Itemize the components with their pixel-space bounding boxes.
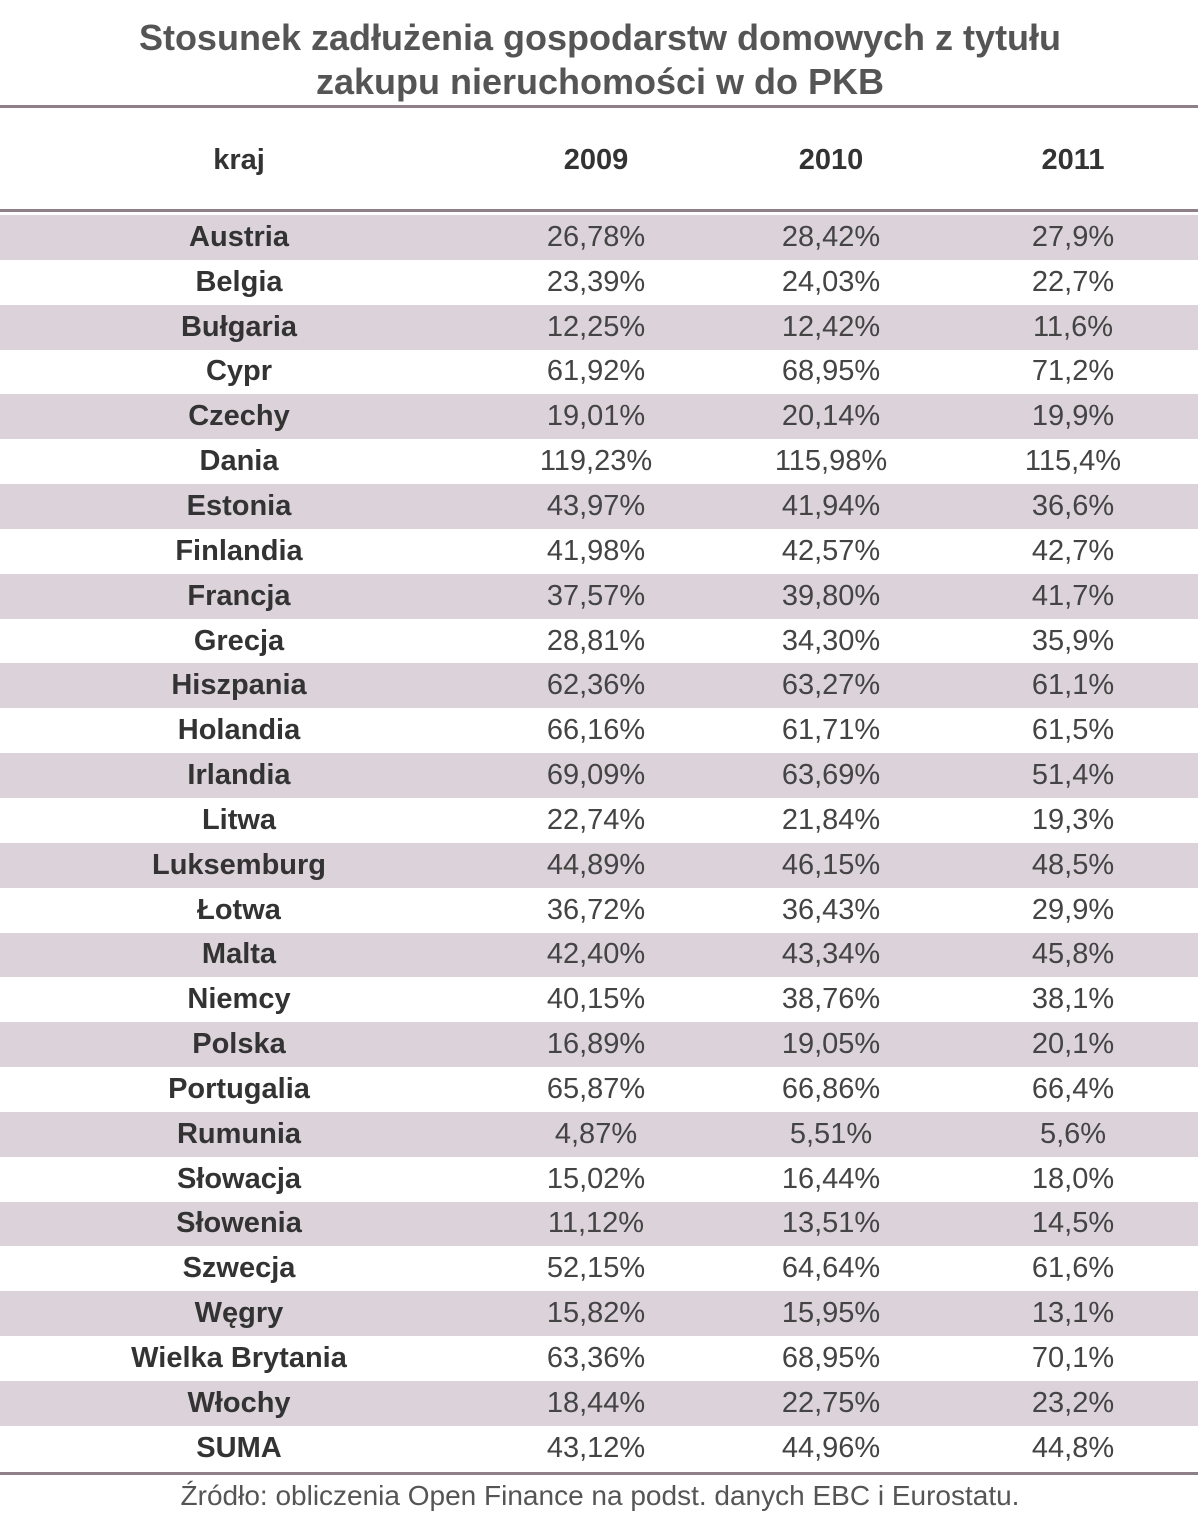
country-cell: Czechy (188, 400, 290, 433)
value-2010-cell: 44,96% (781, 1431, 881, 1464)
value-2010-cell: 28,42% (781, 220, 881, 253)
table-row (0, 708, 1198, 753)
table-header-row (0, 112, 1198, 208)
value-2009-cell: 43,97% (546, 489, 646, 522)
country-cell: Finlandia (175, 534, 303, 567)
value-2010-cell: 19,05% (781, 1028, 881, 1061)
value-2009-cell: 119,23% (539, 445, 653, 478)
table-title-line-1: Stosunek zadłużenia gospodarstw domowych z tytułu (138, 17, 1062, 58)
value-2010-cell: 24,03% (781, 265, 881, 298)
value-2011-cell: 35,9% (1031, 624, 1115, 657)
value-2009-cell: 52,15% (546, 1252, 646, 1285)
country-cell: Austria (189, 220, 289, 253)
value-2011-cell: 51,4% (1031, 759, 1115, 792)
value-2010-cell: 12,42% (781, 310, 881, 343)
value-2009-cell: 63,36% (546, 1342, 646, 1375)
country-cell: Grecja (193, 624, 285, 657)
table-row (0, 1067, 1198, 1112)
value-2010-cell: 43,34% (781, 938, 881, 971)
value-2009-cell: 62,36% (546, 669, 646, 702)
value-2011-cell: 44,8% (1031, 1431, 1115, 1464)
table-row (0, 888, 1198, 933)
table-row (0, 350, 1198, 395)
value-2011-cell: 61,6% (1031, 1252, 1115, 1285)
table-row (0, 394, 1198, 439)
value-2011-cell: 36,6% (1031, 489, 1115, 522)
value-2011-cell: 115,4% (1024, 445, 1122, 478)
country-cell: Irlandia (187, 759, 291, 792)
header-top-rule (0, 105, 1198, 108)
value-2010-cell: 61,71% (781, 714, 881, 747)
table-row (0, 843, 1198, 888)
value-2011-cell: 14,5% (1031, 1207, 1115, 1240)
value-2009-cell: 26,78% (546, 220, 646, 253)
country-cell: SUMA (196, 1431, 282, 1464)
value-2009-cell: 42,40% (546, 938, 646, 971)
value-2010-cell: 64,64% (781, 1252, 881, 1285)
value-2011-cell: 61,1% (1031, 669, 1115, 702)
value-2009-cell: 66,16% (546, 714, 646, 747)
table-row (0, 260, 1198, 305)
table-row (0, 215, 1198, 260)
country-cell: Litwa (201, 803, 277, 836)
value-2011-cell: 71,2% (1031, 355, 1115, 388)
value-2011-cell: 20,1% (1031, 1028, 1115, 1061)
value-2009-cell: 22,74% (546, 803, 646, 836)
table-row (0, 1336, 1198, 1381)
value-2011-cell: 45,8% (1031, 938, 1115, 971)
table-row (0, 529, 1198, 574)
value-2009-cell: 65,87% (546, 1072, 646, 1105)
country-cell: Francja (187, 579, 291, 612)
value-2010-cell: 38,76% (781, 983, 881, 1016)
value-2011-cell: 42,7% (1031, 534, 1115, 567)
value-2009-cell: 43,12% (546, 1431, 646, 1464)
value-2010-cell: 63,69% (781, 759, 881, 792)
value-2009-cell: 16,89% (546, 1028, 646, 1061)
table-row (0, 977, 1198, 1022)
value-2010-cell: 13,51% (781, 1207, 881, 1240)
value-2011-cell: 41,7% (1031, 579, 1115, 612)
value-2010-cell: 39,80% (781, 579, 881, 612)
table-row (0, 484, 1198, 529)
value-2011-cell: 11,6% (1032, 310, 1114, 343)
table-body (0, 215, 1198, 1471)
column-header-2010: 2010 (798, 143, 864, 176)
country-cell: Słowacja (176, 1162, 302, 1195)
table-row (0, 574, 1198, 619)
value-2011-cell: 18,0% (1031, 1162, 1115, 1195)
table-title (0, 16, 1200, 104)
value-2010-cell: 63,27% (781, 669, 881, 702)
column-header-country: kraj (213, 143, 265, 176)
source-note: Źródło: obliczenia Open Finance na podst. danych EBC i Eurostatu. (180, 1480, 1020, 1511)
value-2010-cell: 42,57% (781, 534, 881, 567)
country-cell: Hiszpania (171, 669, 307, 702)
table-row (0, 1291, 1198, 1336)
value-2010-cell: 5,51% (789, 1117, 873, 1150)
table-row (0, 1426, 1198, 1471)
value-2009-cell: 37,57% (546, 579, 646, 612)
table-row (0, 1202, 1198, 1247)
value-2009-cell: 23,39% (546, 265, 646, 298)
value-2010-cell: 34,30% (781, 624, 881, 657)
country-cell: Szwecja (182, 1252, 296, 1285)
country-cell: Estonia (186, 489, 292, 522)
country-cell: Niemcy (187, 983, 291, 1016)
value-2010-cell: 68,95% (781, 1342, 881, 1375)
country-cell: Łotwa (197, 893, 281, 926)
table-row (0, 1112, 1198, 1157)
header-bottom-rule (0, 209, 1198, 212)
country-cell: Cypr (205, 355, 273, 388)
country-cell: Holandia (177, 714, 301, 747)
country-cell: Włochy (187, 1386, 291, 1419)
table-row (0, 1022, 1198, 1067)
value-2010-cell: 36,43% (781, 893, 881, 926)
value-2009-cell: 61,92% (546, 355, 646, 388)
value-2010-cell: 15,95% (781, 1297, 881, 1330)
value-2011-cell: 27,9% (1031, 220, 1115, 253)
country-cell: Wielka Brytania (131, 1342, 347, 1375)
value-2011-cell: 29,9% (1031, 893, 1115, 926)
value-2009-cell: 4,87% (554, 1117, 638, 1150)
value-2011-cell: 38,1% (1031, 983, 1115, 1016)
table-row (0, 619, 1198, 664)
country-cell: Słowenia (176, 1207, 302, 1240)
country-cell: Portugalia (168, 1072, 310, 1105)
value-2011-cell: 23,2% (1031, 1386, 1115, 1419)
value-2009-cell: 44,89% (546, 848, 646, 881)
value-2009-cell: 11,12% (547, 1207, 645, 1240)
country-cell: Belgia (195, 265, 283, 298)
value-2010-cell: 21,84% (781, 803, 881, 836)
table-row (0, 753, 1198, 798)
column-header-2009: 2009 (563, 143, 629, 176)
value-2010-cell: 66,86% (781, 1072, 881, 1105)
table-row (0, 933, 1198, 978)
value-2011-cell: 48,5% (1031, 848, 1115, 881)
value-2009-cell: 41,98% (546, 534, 646, 567)
country-cell: Luksemburg (151, 848, 327, 881)
country-cell: Rumunia (176, 1117, 302, 1150)
country-cell: Dania (199, 445, 279, 478)
table-row (0, 439, 1198, 484)
table-row (0, 305, 1198, 350)
table-row (0, 798, 1198, 843)
table-row (0, 1381, 1198, 1426)
value-2009-cell: 12,25% (546, 310, 646, 343)
value-2011-cell: 70,1% (1031, 1342, 1115, 1375)
country-cell: Polska (192, 1028, 286, 1061)
value-2009-cell: 40,15% (546, 983, 646, 1016)
table-bottom-rule (0, 1472, 1198, 1475)
value-2009-cell: 15,02% (546, 1162, 646, 1195)
table-title-line-2: zakupu nieruchomości w do PKB (315, 61, 885, 102)
value-2011-cell: 61,5% (1031, 714, 1115, 747)
value-2010-cell: 68,95% (781, 355, 881, 388)
value-2009-cell: 18,44% (546, 1386, 646, 1419)
country-cell: Bułgaria (180, 310, 298, 343)
value-2011-cell: 13,1% (1031, 1297, 1115, 1330)
value-2011-cell: 22,7% (1031, 265, 1115, 298)
value-2011-cell: 66,4% (1031, 1072, 1115, 1105)
value-2010-cell: 16,44% (781, 1162, 881, 1195)
value-2011-cell: 5,6% (1039, 1117, 1107, 1150)
value-2009-cell: 69,09% (546, 759, 646, 792)
value-2010-cell: 20,14% (781, 400, 881, 433)
value-2010-cell: 46,15% (781, 848, 881, 881)
value-2009-cell: 36,72% (546, 893, 646, 926)
country-cell: Malta (201, 938, 277, 971)
value-2010-cell: 115,98% (774, 445, 888, 478)
column-header-2011: 2011 (1041, 143, 1105, 176)
country-cell: Węgry (194, 1297, 284, 1330)
value-2010-cell: 22,75% (781, 1386, 881, 1419)
table-row (0, 663, 1198, 708)
table-row (0, 1246, 1198, 1291)
value-2011-cell: 19,3% (1031, 803, 1115, 836)
value-2009-cell: 28,81% (546, 624, 646, 657)
value-2009-cell: 19,01% (546, 400, 646, 433)
value-2011-cell: 19,9% (1031, 400, 1115, 433)
value-2009-cell: 15,82% (546, 1297, 646, 1330)
table-row (0, 1157, 1198, 1202)
value-2010-cell: 41,94% (781, 489, 881, 522)
